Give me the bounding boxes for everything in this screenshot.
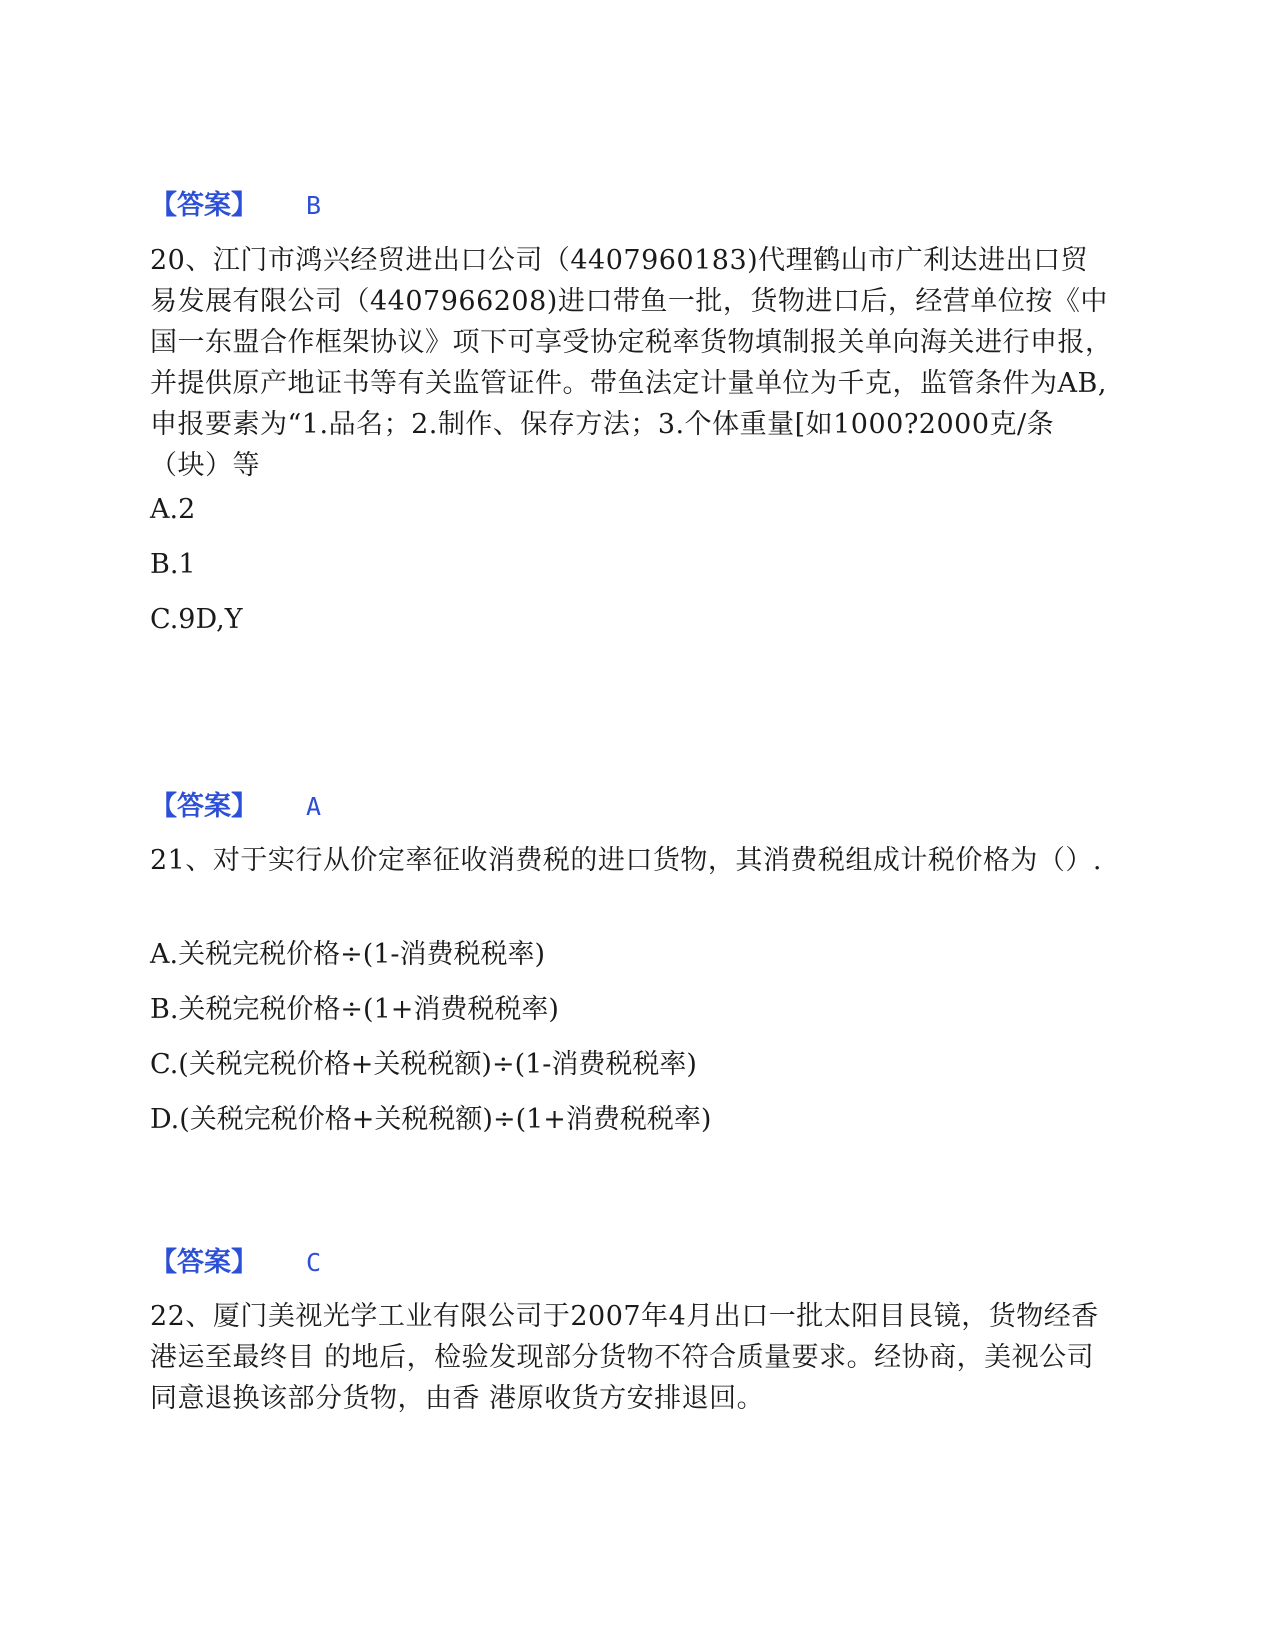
question-20-option-a: A.2	[150, 494, 196, 525]
answer-label: 【答案】	[150, 1247, 258, 1278]
question-21-option-b: B.关税完税价格÷(1+消费税税率)	[150, 994, 559, 1025]
question-21-option-d: D.(关税完税价格+关税税额)÷(1+消费税税率)	[150, 1104, 712, 1135]
question-20-option-c: C.9D,Y	[150, 604, 243, 635]
question-21-stem: 21、对于实行从价定率征收消费税的进口货物，其消费税组成计税价格为（）.	[150, 845, 1102, 876]
question-20-stem: 20、江门市鸿兴经贸进出口公司（4407960183)代理鹤山市广利达进出口贸易发展有限公司（4407966208)进口带鱼一批，货物进口后，经营单位按《中国一东盟合作框架协议》项下可享受协定税率货物填制报关单向海关进行申报，并提供原产地证书等有关监管证件。带鱼法定计量单位为千克，监管条件为AB,申报要素为“1.品名；2.制作、保存方法；3.个体重量[如1000?2000克/条（块）等	[150, 245, 1113, 481]
answer-line-q21	[150, 1245, 321, 1281]
answer-line-q19	[150, 188, 321, 224]
answer-label: 【答案】	[150, 190, 258, 221]
question-22-stem: 22、厦门美视光学工业有限公司于2007年4月出口一批太阳目艮镜，货物经香港运至最终目 的地后，检验发现部分货物不符合质量要求。经协商，美视公司同意退换该部分货物，由香 港原收货方安排退回。	[150, 1301, 1099, 1414]
question-20-option-b: B.1	[150, 549, 196, 580]
question-21-option-c: C.(关税完税价格+关税税额)÷(1-消费税税率)	[150, 1049, 697, 1080]
answer-value: A	[306, 792, 322, 821]
answer-value: B	[306, 191, 322, 220]
answer-value: C	[306, 1248, 322, 1277]
question-21-option-a: A.关税完税价格÷(1-消费税税率)	[150, 939, 546, 970]
answer-line-q20	[150, 789, 321, 825]
answer-label: 【答案】	[150, 791, 258, 822]
